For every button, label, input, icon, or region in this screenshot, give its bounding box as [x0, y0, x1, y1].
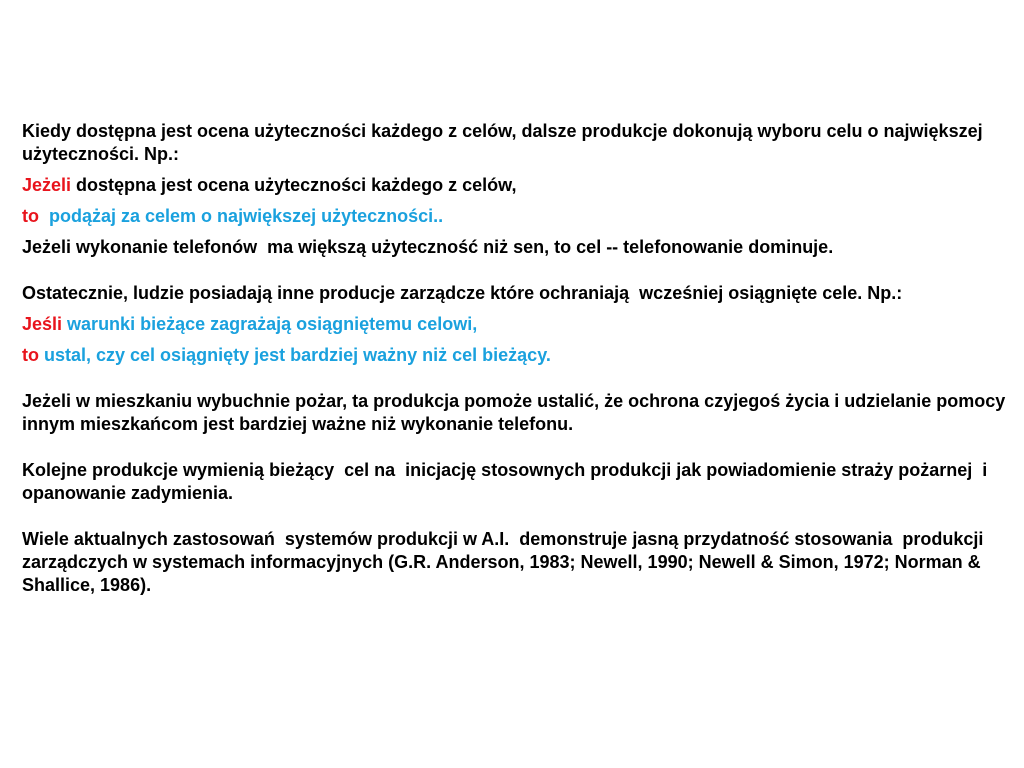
rule1-if-line: [22, 174, 1012, 197]
paragraph-ai-applications: Wiele aktualnych zastosowań systemów produkcji w A.I. demonstruje jasną przydatność stosowania produkcji zarządczych w systemach informacyjnych (G.R. Anderson, 1983; Newell, 1990; Newell & Simon, 1972; Norman & Shallice, 1986).: [22, 529, 989, 595]
rule1-then-line: [22, 205, 1012, 228]
paragraph-fire-example: Jeżeli w mieszkaniu wybuchnie pożar, ta produkcja pomoże ustalić, że ochrona czyjegoś życia i udzielanie pomocy innym mieszkańcom jest bardziej ważne niż wykonanie telefonu.: [22, 391, 1011, 434]
paragraph-utility-intro: Kiedy dostępna jest ocena użyteczności każdego z celów, dalsze produkcje dokonują wyboru celu o największej użyteczności. Np.:: [22, 121, 988, 164]
paragraph-next-productions: Kolejne produkcje wymienią bieżący cel na inicjację stosownych produkcji jak powiadomienie straży pożarnej i opanowanie zadymienia.: [22, 460, 993, 503]
spacer: [22, 197, 1012, 205]
rule2-then-line: [22, 344, 1012, 367]
slide-content: [22, 120, 1012, 597]
spacer: [22, 436, 1012, 459]
rule1-if-text: dostępna jest ocena użyteczności każdego z celów,: [71, 175, 517, 195]
rule2-if-line: [22, 313, 1012, 336]
spacer: [22, 505, 1012, 528]
spacer: [22, 166, 1012, 174]
paragraph-phone-example: Jeżeli wykonanie telefonów ma większą użyteczność niż sen, to cel -- telefonowanie dominuje.: [22, 237, 834, 257]
rule2-if-keyword: Jeśli: [22, 314, 63, 334]
spacer: [22, 305, 1012, 313]
paragraph-protective-productions: Ostatecznie, ludzie posiadają inne producje zarządcze które ochraniają wcześniej osiągnięte cele. Np.:: [22, 283, 903, 303]
rule2-if-text: warunki bieżące zagrażają osiągniętemu celowi,: [62, 314, 478, 334]
rule1-then-keyword: to: [22, 206, 39, 226]
rule2-then-text: ustal, czy cel osiągnięty jest bardziej ważny niż cel bieżący.: [39, 345, 551, 365]
rule1-if-keyword: Jeżeli: [22, 175, 72, 195]
spacer: [22, 259, 1012, 282]
spacer: [22, 336, 1012, 344]
rule2-then-keyword: to: [22, 345, 39, 365]
spacer: [22, 367, 1012, 390]
spacer: [22, 228, 1012, 236]
rule1-then-text: podążaj za celem o największej użyteczności..: [39, 206, 444, 226]
